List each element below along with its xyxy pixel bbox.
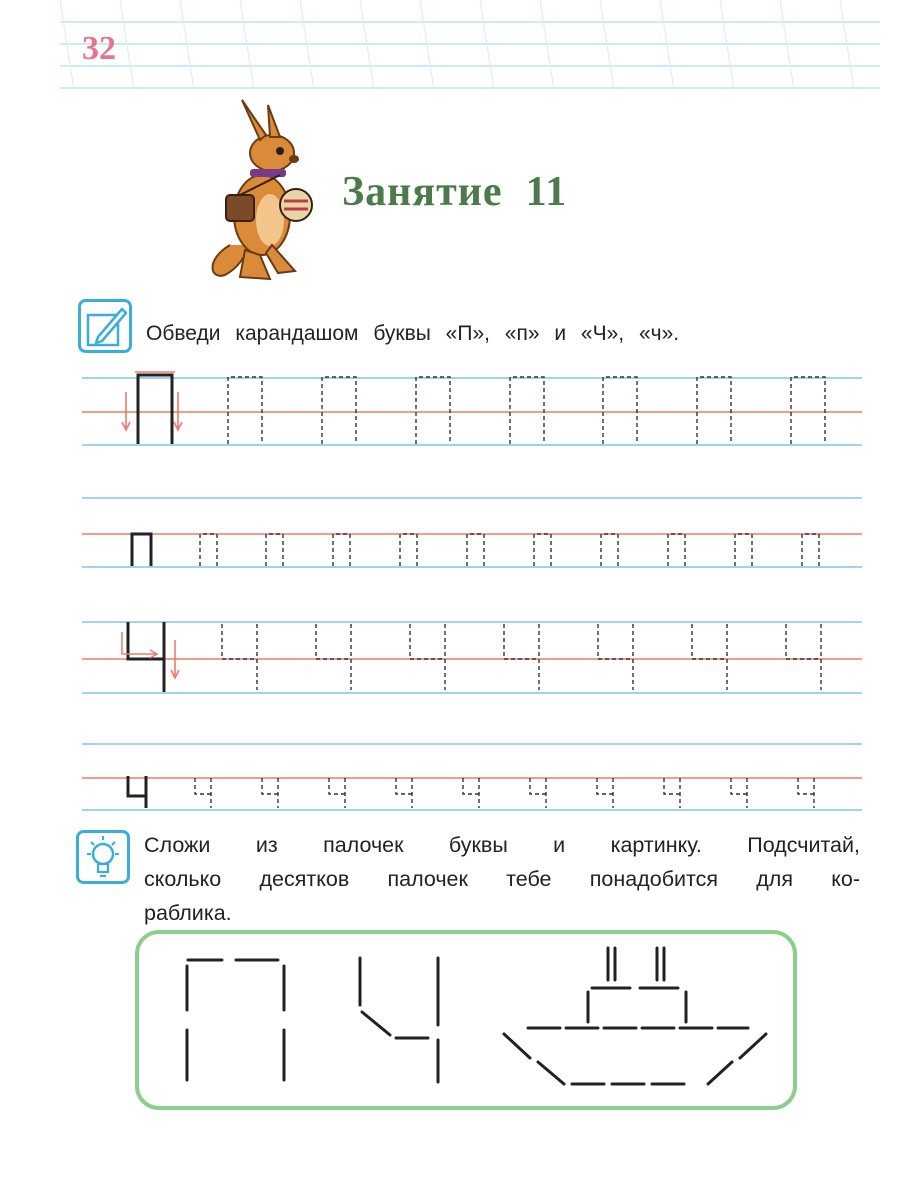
ruled-lines-red [82,412,862,778]
pencil-icon [78,299,132,353]
handwriting-practice-area [0,360,900,820]
lightbulb-icon [76,830,130,884]
task2-instruction [144,828,860,930]
stick-letter-ch [360,958,438,1082]
page-number: 32 [82,30,116,67]
task2-line: Сложи из палочек буквы и картинку. Подсчитай, [144,833,860,857]
letter-row-lowercase-p [132,534,819,566]
ruled-lines-blue [82,378,862,810]
kangaroo-illustration [200,95,320,285]
task1-instruction: Обведи карандашом буквы «П», «п» и «Ч», «ч». [146,322,680,345]
lesson-title: Занятие 11 [342,169,568,215]
letter-row-capital-ch [122,622,821,692]
top-grid-lines [0,0,900,90]
stick-ship [504,948,766,1084]
stick-figures [135,930,797,1110]
letter-row-lowercase-ch [128,776,814,808]
stick-letter-p [187,960,284,1080]
task2-line: раблика. [144,901,232,925]
letter-row-capital-p [122,372,825,444]
task2-line: сколько десятков палочек тебе понадобится для ко- [144,867,860,891]
